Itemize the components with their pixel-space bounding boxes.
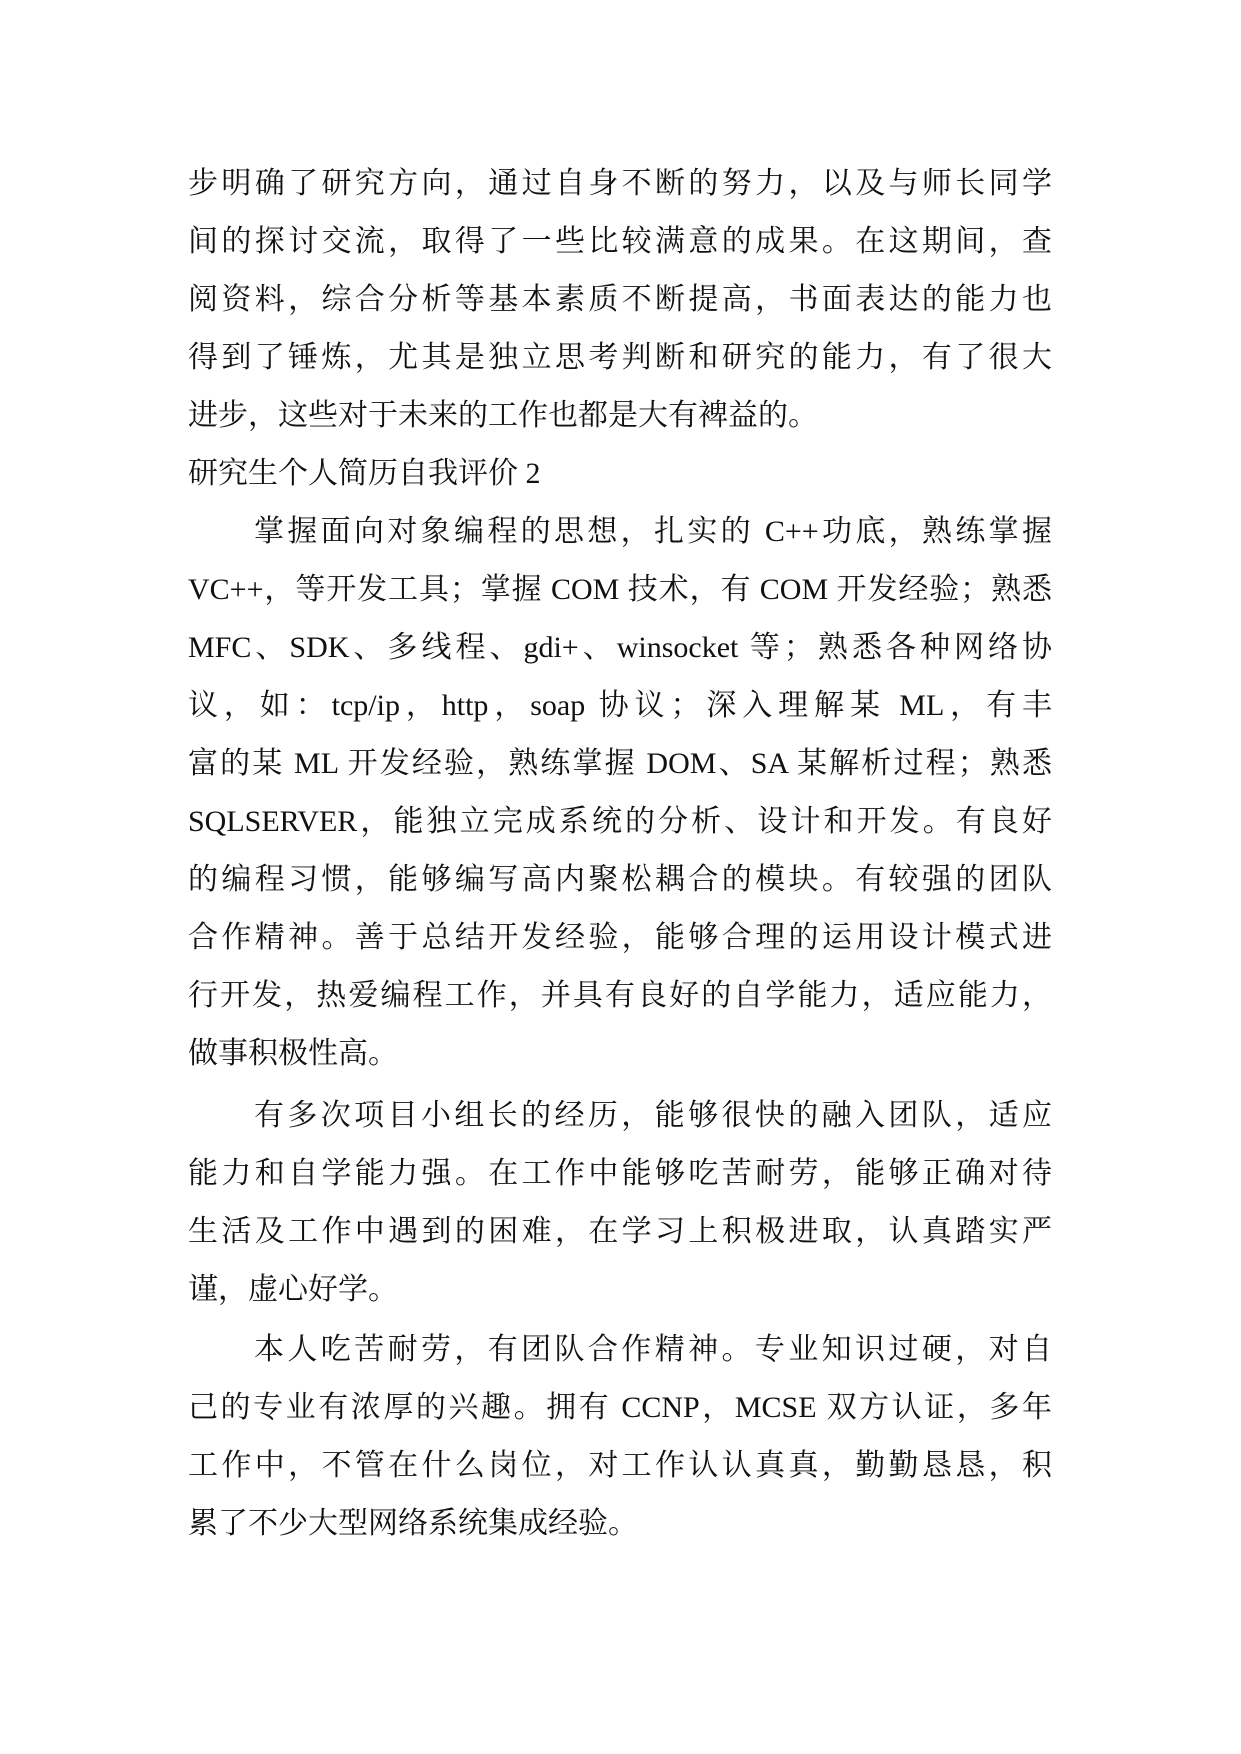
text-line: 得到了锤炼，尤其是独立思考判断和研究的能力，有了很大: [188, 341, 1052, 374]
text-line: 的编程习惯，能够编写高内聚松耦合的模块。有较强的团队: [188, 863, 1052, 896]
text-line: 生活及工作中遇到的困难，在学习上积极进取，认真踏实严: [188, 1215, 1052, 1248]
text-line: 谨，虚心好学。: [188, 1273, 398, 1306]
text-line: 掌握面向对象编程的思想，扎实的 C++功底，熟练掌握: [254, 515, 1052, 548]
text-line: 己的专业有浓厚的兴趣。拥有 CCNP，MCSE 双方认证，多年: [188, 1391, 1052, 1424]
text-line: 做事积极性高。: [188, 1037, 398, 1070]
text-line: VC++，等开发工具；掌握 COM 技术，有 COM 开发经验；熟悉: [188, 573, 1052, 606]
text-line: 进步，这些对于未来的工作也都是大有裨益的。: [188, 399, 818, 432]
text-line: 步明确了研究方向，通过自身不断的努力，以及与师长同学: [188, 167, 1052, 200]
section-heading: 研究生个人简历自我评价 2: [188, 457, 541, 490]
text-line: 工作中，不管在什么岗位，对工作认认真真，勤勤恳恳，积: [188, 1449, 1052, 1482]
text-line: 累了不少大型网络系统集成经验。: [188, 1507, 638, 1540]
text-line: 阅资料，综合分析等基本素质不断提高，书面表达的能力也: [188, 283, 1052, 316]
text-line: MFC、SDK、多线程、gdi+、winsocket 等；熟悉各种网络协: [188, 631, 1052, 664]
text-line: 富的某 ML 开发经验，熟练掌握 DOM、SA 某解析过程；熟悉: [188, 747, 1052, 780]
text-line: 行开发，热爱编程工作，并具有良好的自学能力，适应能力，: [188, 979, 1052, 1012]
text-line: 议，如：tcp/ip，http，soap 协议；深入理解某 ML，有丰: [188, 689, 1052, 722]
text-line: 间的探讨交流，取得了一些比较满意的成果。在这期间，查: [188, 225, 1052, 258]
text-line: 有多次项目小组长的经历，能够很快的融入团队，适应: [254, 1099, 1052, 1132]
text-line: 能力和自学能力强。在工作中能够吃苦耐劳，能够正确对待: [188, 1157, 1052, 1190]
text-line: 本人吃苦耐劳，有团队合作精神。专业知识过硬，对自: [254, 1333, 1052, 1366]
text-line: 合作精神。善于总结开发经验，能够合理的运用设计模式进: [188, 921, 1052, 954]
text-line: SQLSERVER，能独立完成系统的分析、设计和开发。有良好: [188, 805, 1052, 838]
